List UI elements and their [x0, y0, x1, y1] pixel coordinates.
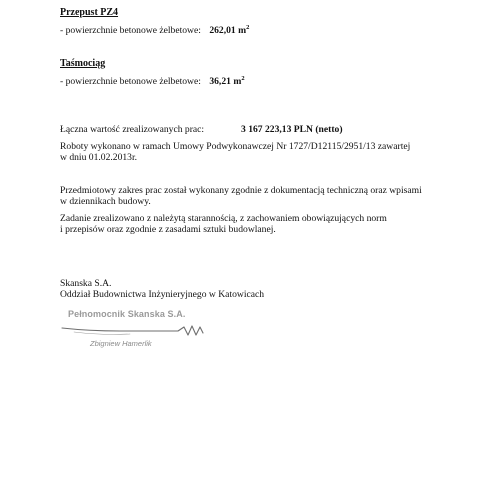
paragraph-scope-line2: w dziennikach budowy. — [60, 196, 151, 207]
stamp-name: Zbigniew Hamerlik — [90, 339, 152, 348]
tasmociag-surface-label: - powierzchnie betonowe żelbetowe: — [60, 76, 201, 87]
section-heading-tasmociag: Taśmociąg — [60, 58, 106, 69]
signature-division: Oddział Budownictwa Inżynieryjnego w Katowicach — [60, 289, 265, 300]
pz4-surface-value: 262,01 $m^2$ — [209, 24, 250, 36]
total-value-amount: 3 167 223,13 PLN (netto) — [241, 124, 343, 135]
stamp-title: Pełnomocnik Skanska S.A. — [68, 309, 186, 319]
total-value-label: Łączna wartość zrealizowanych prac: — [60, 124, 205, 135]
pz4-surface-label: - powierzchnie betonowe żelbetowe: — [60, 25, 201, 36]
tasmociag-surface-value: 36,21 $m^2$ — [209, 75, 245, 87]
paragraph-scope-line1: Przedmiotowy zakres prac został wykonany zgodnie z dokumentacją techniczną oraz wpisami — [60, 185, 422, 196]
paragraph-diligence-line2: i przepisów oraz zgodnie z zasadami sztuki budowlanej. — [60, 224, 276, 235]
pz4-surface-line — [60, 25, 249, 36]
total-value-line — [60, 124, 343, 135]
paragraph-diligence-line1: Zadanie zrealizowano z należytą starannością, z zachowaniem obowiązujących norm — [60, 213, 387, 224]
section-heading-pz4: Przepust PZ4 — [60, 7, 119, 18]
tasmociag-surface-line — [60, 76, 245, 87]
paragraph-contract-line1: Roboty wykonano w ramach Umowy Podwykonawczej Nr 1727/D12115/2951/13 zawartej — [60, 141, 411, 152]
paragraph-contract-line2: w dniu 01.02.2013r. — [60, 152, 138, 163]
signature-company: Skanska S.A. — [60, 278, 112, 289]
